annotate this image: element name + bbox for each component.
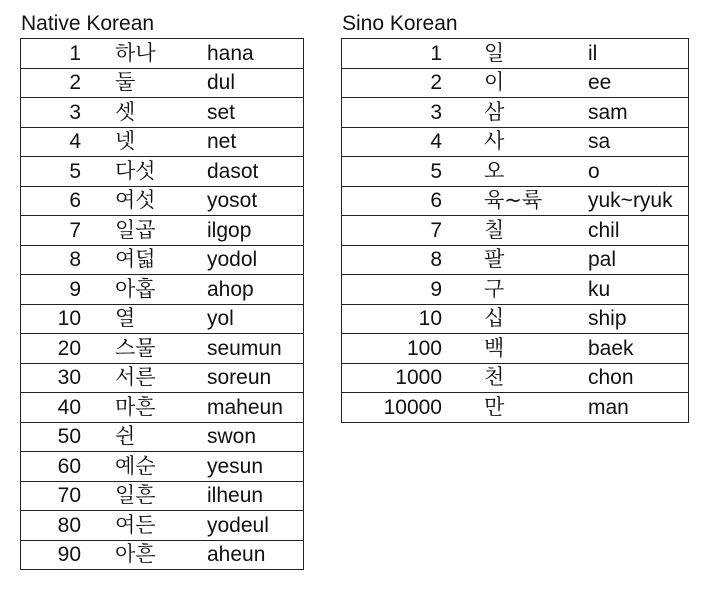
romanization-cell: yosot [205,186,304,216]
number-cell: 1 [21,39,88,69]
native-korean-title: Native Korean [21,12,155,35]
native-korean-panel [20,0,304,570]
korean-cell: 일곱 [87,216,205,246]
romanization-cell: ilheun [205,481,304,511]
table-row [21,216,304,246]
romanization-cell: il [584,39,689,69]
number-cell: 3 [21,98,88,128]
table-row [342,39,689,69]
korean-cell: 아흔 [87,540,205,570]
romanization-cell: soreun [205,363,304,393]
table-row [342,216,689,246]
number-cell: 10000 [342,393,445,423]
romanization-cell: dasot [205,157,304,187]
korean-cell: 서른 [87,363,205,393]
number-cell: 2 [342,68,445,98]
native-korean-table-body [21,39,304,570]
number-cell: 8 [21,245,88,275]
number-cell: 10 [21,304,88,334]
number-cell: 5 [21,157,88,187]
table-row [21,68,304,98]
sino-korean-table [341,38,689,423]
romanization-cell: chon [584,363,689,393]
number-cell: 10 [342,304,445,334]
korean-cell: 천 [444,363,584,393]
romanization-cell: ship [584,304,689,334]
romanization-cell: ilgop [205,216,304,246]
romanization-cell: set [205,98,304,128]
number-cell: 70 [21,481,88,511]
romanization-cell: sam [584,98,689,128]
romanization-cell: man [584,393,689,423]
table-row [21,334,304,364]
romanization-cell: yodol [205,245,304,275]
romanization-cell: maheun [205,393,304,423]
korean-cell: 사 [444,127,584,157]
romanization-cell: ahop [205,275,304,305]
table-row [21,540,304,570]
romanization-cell: yesun [205,452,304,482]
number-cell: 7 [21,216,88,246]
korean-cell: 팔 [444,245,584,275]
korean-cell: 일 [444,39,584,69]
romanization-cell: yol [205,304,304,334]
romanization-cell: seumun [205,334,304,364]
romanization-cell: ku [584,275,689,305]
sino-korean-title: Sino Korean [342,12,458,35]
number-cell: 100 [342,334,445,364]
number-cell: 3 [342,98,445,128]
number-cell: 9 [21,275,88,305]
number-cell: 40 [21,393,88,423]
korean-cell: 넷 [87,127,205,157]
korean-cell: 만 [444,393,584,423]
table-row [21,157,304,187]
korean-cell: 이 [444,68,584,98]
number-cell: 5 [342,157,445,187]
romanization-cell: yuk~ryuk [584,186,689,216]
table-row [342,393,689,423]
korean-cell: 셋 [87,98,205,128]
table-row [342,157,689,187]
number-cell: 4 [21,127,88,157]
table-row [342,68,689,98]
number-cell: 2 [21,68,88,98]
korean-cell: 칠 [444,216,584,246]
number-cell: 30 [21,363,88,393]
table-row [342,363,689,393]
sino-korean-panel [341,0,689,423]
number-cell: 20 [21,334,88,364]
table-row [342,98,689,128]
korean-cell: 일흔 [87,481,205,511]
number-cell: 1000 [342,363,445,393]
korean-cell: 육~륙 [444,186,584,216]
table-row [21,393,304,423]
number-cell: 7 [342,216,445,246]
number-cell: 80 [21,511,88,541]
table-row [21,481,304,511]
romanization-cell: dul [205,68,304,98]
number-cell: 90 [21,540,88,570]
korean-cell: 여덟 [87,245,205,275]
number-cell: 9 [342,275,445,305]
table-row [342,304,689,334]
korean-cell: 삼 [444,98,584,128]
korean-cell: 오 [444,157,584,187]
table-row [21,363,304,393]
romanization-cell: yodeul [205,511,304,541]
romanization-cell: net [205,127,304,157]
romanization-cell: sa [584,127,689,157]
table-row [21,39,304,69]
table-row [21,186,304,216]
romanization-cell: o [584,157,689,187]
table-row [342,245,689,275]
table-row [21,304,304,334]
number-cell: 4 [342,127,445,157]
korean-cell: 예순 [87,452,205,482]
korean-cell: 십 [444,304,584,334]
table-row [21,511,304,541]
table-row [342,127,689,157]
native-korean-table [20,38,304,570]
korean-cell: 쉰 [87,422,205,452]
sino-korean-table-body [342,39,689,423]
table-row [21,452,304,482]
romanization-cell: pal [584,245,689,275]
table-row [342,275,689,305]
korean-cell: 다섯 [87,157,205,187]
korean-cell: 하나 [87,39,205,69]
korean-cell: 여섯 [87,186,205,216]
table-row [21,275,304,305]
table-row [21,245,304,275]
korean-cell: 아홉 [87,275,205,305]
romanization-cell: hana [205,39,304,69]
table-row [342,334,689,364]
number-cell: 6 [21,186,88,216]
number-cell: 8 [342,245,445,275]
korean-cell: 둘 [87,68,205,98]
romanization-cell: baek [584,334,689,364]
korean-cell: 스물 [87,334,205,364]
romanization-cell: ee [584,68,689,98]
table-row [342,186,689,216]
number-cell: 1 [342,39,445,69]
table-row [21,127,304,157]
romanization-cell: chil [584,216,689,246]
korean-cell: 열 [87,304,205,334]
table-row [21,422,304,452]
korean-cell: 백 [444,334,584,364]
romanization-cell: swon [205,422,304,452]
number-cell: 60 [21,452,88,482]
romanization-cell: aheun [205,540,304,570]
number-cell: 6 [342,186,445,216]
number-cell: 50 [21,422,88,452]
korean-cell: 구 [444,275,584,305]
korean-cell: 마흔 [87,393,205,423]
korean-cell: 여든 [87,511,205,541]
table-row [21,98,304,128]
